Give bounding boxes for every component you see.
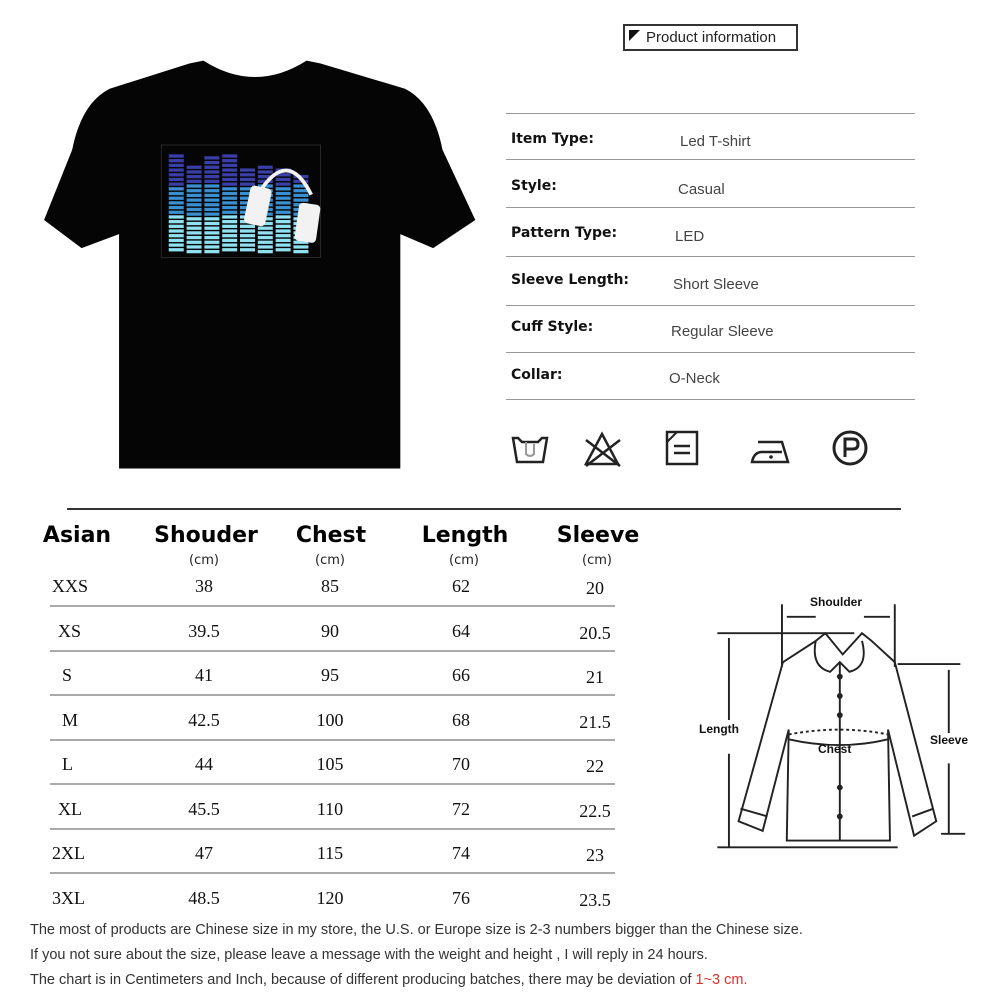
eq-segment [169, 178, 184, 181]
column-header-sleeve: Sleeve [556, 523, 640, 548]
eq-segment [204, 231, 219, 234]
eq-segment [240, 178, 255, 181]
eq-segment [204, 180, 219, 183]
cell-length: 70 [452, 754, 470, 774]
info-value-sleeve-length: Short Sleeve [673, 276, 759, 293]
eq-segment [222, 183, 237, 186]
cell-shoulder: 45.5 [188, 798, 220, 819]
eq-segment [187, 189, 202, 192]
size-label: M [62, 709, 79, 730]
unit-label: (cm) [315, 553, 345, 568]
eq-segment [204, 189, 219, 192]
eq-segment [169, 243, 184, 246]
eq-segment [187, 213, 202, 216]
note-line-2: If you not sure about the size, please leave a message with the weight and height , I will reply in 24 hours. [30, 947, 708, 963]
eq-segment [187, 231, 202, 234]
info-divider [506, 207, 915, 208]
diagram-label-shoulder: Shoulder [810, 595, 863, 609]
eq-segment [187, 241, 202, 244]
eq-segment [222, 234, 237, 237]
cell-chest: 85 [321, 576, 339, 596]
note-line-1: The most of products are Chinese size in my store, the U.S. or Europe size is 2-3 numbers bigger than the Chinese size. [30, 922, 803, 938]
eq-segment [276, 206, 291, 209]
eq-segment [169, 220, 184, 223]
cell-sleeve: 23 [586, 845, 604, 865]
info-divider [506, 352, 915, 353]
cell-shoulder: 38 [195, 576, 213, 596]
row-divider [50, 605, 615, 607]
eq-segment [169, 192, 184, 195]
size-label: S [62, 665, 73, 685]
eq-segment [293, 245, 308, 248]
cell-chest: 105 [316, 754, 344, 774]
eq-segment [169, 215, 184, 218]
eq-segment [258, 241, 273, 244]
eq-segment [187, 180, 202, 183]
section-divider [67, 508, 901, 510]
eq-segment [187, 170, 202, 173]
eq-segment [258, 170, 273, 173]
column-header-length: Length [421, 523, 509, 548]
eq-segment [293, 194, 308, 197]
cell-sleeve: 21.5 [579, 711, 611, 732]
eq-segment [222, 197, 237, 200]
eq-segment [169, 211, 184, 214]
eq-segment [187, 236, 202, 239]
cell-length: 68 [452, 709, 470, 730]
cell-shoulder: 44 [195, 754, 213, 774]
eq-segment [204, 213, 219, 216]
eq-segment [222, 229, 237, 232]
eq-segment [204, 198, 219, 201]
cell-length: 62 [452, 576, 470, 596]
eq-segment [222, 178, 237, 181]
eq-segment [169, 239, 184, 242]
eq-segment [169, 154, 184, 157]
eq-segment [222, 154, 237, 157]
note-line-3 [30, 972, 748, 988]
eq-segment [187, 208, 202, 211]
row-divider [50, 872, 615, 874]
eq-segment [187, 198, 202, 201]
eq-segment [204, 208, 219, 211]
info-label-pattern-type: Pattern Type: [511, 225, 618, 241]
eq-segment [169, 197, 184, 200]
eq-segment [204, 175, 219, 178]
cell-chest: 95 [321, 665, 339, 685]
eq-segment [204, 184, 219, 187]
eq-segment [187, 175, 202, 178]
cell-shoulder: 47 [195, 843, 213, 863]
cell-chest: 115 [316, 843, 344, 863]
corner-triangle-icon [629, 30, 640, 41]
eq-segment [222, 168, 237, 171]
eq-segment [258, 231, 273, 234]
row-divider [50, 739, 615, 741]
hand-wash-icon [510, 428, 550, 468]
tshirt-body [44, 61, 475, 469]
eq-segment [276, 243, 291, 246]
info-label-cuff-style: Cuff Style: [511, 319, 594, 335]
size-label: L [62, 754, 73, 774]
cell-chest: 100 [316, 709, 344, 730]
eq-segment [169, 168, 184, 171]
size-label: XS [58, 620, 82, 641]
cell-shoulder: 41 [195, 665, 213, 685]
line-dry-icon [663, 428, 703, 468]
eq-segment [187, 250, 202, 253]
eq-segment [222, 206, 237, 209]
product-information-header [623, 24, 798, 51]
eq-segment [293, 198, 308, 201]
eq-segment [204, 156, 219, 159]
do-not-bleach-icon [582, 428, 622, 468]
eq-segment [258, 166, 273, 169]
diagram-label-length: Length [699, 722, 739, 736]
eq-segment [276, 215, 291, 218]
eq-segment [240, 168, 255, 171]
eq-segment [276, 197, 291, 200]
eq-segment [204, 222, 219, 225]
eq-segment [258, 227, 273, 230]
eq-segment [276, 229, 291, 232]
cell-length: 74 [452, 843, 470, 863]
eq-segment [276, 225, 291, 228]
eq-segment [169, 183, 184, 186]
eq-segment [204, 250, 219, 253]
dry-clean-p-icon [830, 428, 870, 468]
info-divider [506, 159, 915, 160]
size-label: XXS [52, 576, 89, 596]
eq-segment [169, 164, 184, 167]
low-iron-icon [750, 428, 790, 468]
eq-segment [222, 220, 237, 223]
unit-label: (cm) [582, 553, 612, 568]
eq-segment [222, 201, 237, 204]
cell-shoulder: 39.5 [188, 620, 220, 641]
size-label: 3XL [52, 887, 85, 908]
eq-segment [169, 187, 184, 190]
eq-segment [258, 245, 273, 248]
eq-segment [187, 217, 202, 220]
info-value-pattern-type: LED [675, 228, 705, 245]
eq-segment [187, 245, 202, 248]
eq-segment [169, 234, 184, 237]
eq-segment [240, 183, 255, 186]
eq-segment [169, 248, 184, 251]
row-divider [50, 783, 615, 785]
eq-segment [187, 194, 202, 197]
cell-length: 76 [452, 887, 470, 908]
eq-segment [169, 173, 184, 176]
info-label-style: Style: [511, 178, 557, 194]
eq-segment [293, 250, 308, 253]
eq-segment [240, 225, 255, 228]
eq-segment [276, 234, 291, 237]
eq-segment [169, 229, 184, 232]
cell-sleeve: 23.5 [579, 889, 611, 910]
eq-segment [222, 215, 237, 218]
cell-sleeve: 22 [586, 756, 604, 776]
row-divider [50, 694, 615, 696]
eq-segment [276, 187, 291, 190]
eq-segment [204, 194, 219, 197]
info-value-item-type: Led T-shirt [680, 133, 751, 150]
eq-segment [276, 248, 291, 251]
eq-segment [204, 245, 219, 248]
info-value-collar: O-Neck [669, 370, 720, 387]
deviation-highlight: 1~3 cm. [695, 972, 748, 988]
eq-segment [169, 225, 184, 228]
cell-sleeve: 20.5 [579, 622, 611, 643]
eq-segment [204, 203, 219, 206]
eq-segment [222, 192, 237, 195]
eq-segment [276, 220, 291, 223]
eq-segment [222, 164, 237, 167]
cell-length: 64 [452, 620, 470, 641]
info-label-item-type: Item Type: [511, 131, 594, 147]
eq-segment [222, 243, 237, 246]
info-divider [506, 305, 915, 306]
eq-segment [240, 173, 255, 176]
product-information-title: Product information [646, 29, 777, 46]
eq-segment [187, 184, 202, 187]
eq-segment [204, 217, 219, 220]
info-value-style: Casual [678, 181, 725, 198]
measurement-diagram [690, 585, 980, 855]
info-label-collar: Collar: [511, 367, 563, 383]
row-divider [50, 650, 615, 652]
cell-shoulder: 48.5 [188, 887, 220, 908]
eq-segment [276, 201, 291, 204]
info-divider [506, 256, 915, 257]
cell-chest: 110 [316, 798, 344, 819]
eq-segment [293, 189, 308, 192]
eq-segment [240, 243, 255, 246]
diagram-label-sleeve: Sleeve [930, 733, 969, 747]
product-tshirt-image [30, 35, 480, 480]
cell-chest: 90 [321, 620, 339, 641]
eq-segment [204, 166, 219, 169]
eq-segment [222, 187, 237, 190]
eq-segment [169, 159, 184, 162]
info-label-sleeve-length: Sleeve Length: [511, 272, 630, 288]
eq-segment [169, 206, 184, 209]
eq-segment [276, 211, 291, 214]
cell-length: 72 [452, 798, 470, 819]
eq-segment [187, 222, 202, 225]
row-divider [50, 828, 615, 830]
eq-segment [204, 170, 219, 173]
column-header-shoulder: Shouder [154, 523, 258, 548]
eq-segment [222, 211, 237, 214]
eq-segment [204, 161, 219, 164]
eq-segment [187, 227, 202, 230]
cell-length: 66 [452, 665, 470, 685]
eq-segment [222, 173, 237, 176]
eq-segment [240, 248, 255, 251]
size-label: XL [58, 798, 82, 819]
unit-label: (cm) [189, 553, 219, 568]
eq-segment [204, 227, 219, 230]
eq-segment [240, 229, 255, 232]
eq-segment [204, 236, 219, 239]
eq-segment [258, 236, 273, 239]
cell-sleeve: 20 [586, 578, 604, 598]
cell-sleeve: 21 [586, 667, 604, 687]
eq-segment [169, 201, 184, 204]
eq-segment [240, 234, 255, 237]
info-divider [506, 399, 915, 400]
info-divider [506, 113, 915, 114]
eq-segment [222, 239, 237, 242]
cell-shoulder: 42.5 [188, 709, 220, 730]
eq-segment [276, 239, 291, 242]
eq-segment [222, 225, 237, 228]
eq-segment [204, 241, 219, 244]
column-header-asian: Asian [42, 523, 112, 548]
size-label: 2XL [52, 843, 85, 863]
eq-segment [222, 159, 237, 162]
eq-segment [187, 166, 202, 169]
cell-sleeve: 22.5 [579, 800, 611, 821]
eq-segment [276, 183, 291, 186]
cell-chest: 120 [316, 887, 344, 908]
eq-segment [187, 203, 202, 206]
eq-segment [258, 250, 273, 253]
column-header-chest: Chest [295, 523, 367, 548]
unit-label: (cm) [449, 553, 479, 568]
eq-segment [222, 248, 237, 251]
info-value-cuff-style: Regular Sleeve [671, 323, 774, 340]
diagram-label-chest: Chest [818, 742, 852, 756]
eq-segment [240, 239, 255, 242]
eq-segment [276, 192, 291, 195]
note-line-3-text: The chart is in Centimeters and Inch, because of different producing batches, there may be deviation of [30, 972, 696, 988]
eq-segment [276, 178, 291, 181]
